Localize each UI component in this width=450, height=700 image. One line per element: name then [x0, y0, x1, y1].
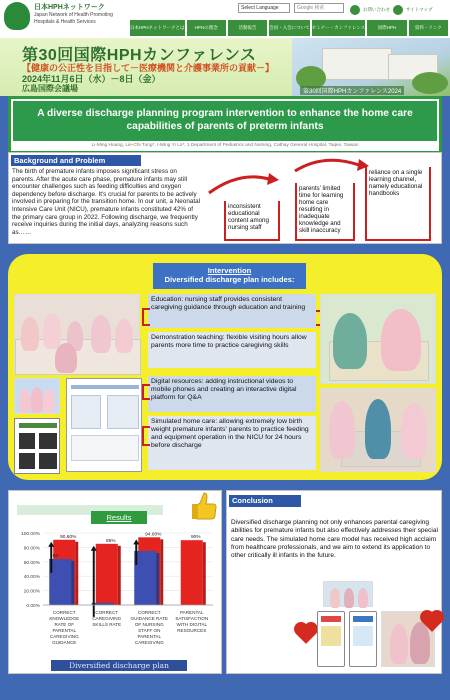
- person-shape: [21, 317, 39, 351]
- x-tick-label: SATISFACTION: [175, 616, 209, 621]
- phone-screenshot: [349, 611, 377, 667]
- x-tick-label: WITH DIGITAL: [176, 622, 208, 627]
- nav-item-membership[interactable]: 会員・入会について: [269, 20, 309, 36]
- background-text: The birth of premature infants imposes significant stress on parents. After the acute care phase, premature infants may still encounter challenges such as feeding difficulties and oxygen dependency before discharge. It's crucial for parents to be actively involved in preparing for the transition home. In our unit, a Neonatal Intensive Care Unit (NICU), premature infants constituted 42% of the primary care group in 2022. Following discharge, we frequently receive inquiries during the initial days, analyzing reasons such as……: [12, 168, 200, 236]
- x-tick-label: RATE OF: [54, 622, 75, 627]
- person-shape: [329, 401, 355, 459]
- data-label: 94.00%: [145, 532, 162, 538]
- nav-item-seminars[interactable]: セミナー・カンファレンス: [312, 20, 366, 36]
- conclusion-section: [226, 490, 442, 674]
- results-heading: Results: [91, 511, 147, 524]
- qr-code-icon: [39, 433, 57, 449]
- intervention-education: Education: nursing staff provides consistent caregiving guidance through education and training: [148, 294, 316, 328]
- person-shape: [333, 313, 367, 369]
- bar-after: [181, 540, 203, 605]
- x-tick-label: PARENTAL: [52, 628, 77, 633]
- building-caption: 第30回国際HPHカンファレンス2024: [300, 86, 404, 95]
- logo-line3: Hospitals & Health Services: [34, 19, 96, 25]
- heart-icon: [296, 624, 316, 644]
- award-photo: [323, 581, 373, 607]
- search-input[interactable]: Google 検索: [294, 3, 344, 13]
- x-tick-label: CAREGIVING: [134, 640, 164, 645]
- digital-platform-screenshot: [66, 378, 142, 472]
- y-tick-label: 80.00%: [23, 546, 40, 552]
- logo-line1: 日本HPHネットワーク: [34, 4, 105, 11]
- person-shape: [55, 343, 77, 373]
- bar-before: [134, 551, 156, 605]
- x-tick-label: CAREGIVING: [49, 634, 79, 639]
- problem-step-2: parents' limited time for learning home care resulting in inadequate knowledge and skill inaccuracy: [295, 183, 355, 241]
- red-bracket: [142, 384, 150, 400]
- nav-item-about[interactable]: 日本HPHネットワークとは: [130, 20, 185, 36]
- person-shape: [365, 399, 391, 459]
- nav-item-philosophy[interactable]: HPHの理念: [187, 20, 226, 36]
- person-shape: [381, 309, 421, 371]
- screen-card: [71, 395, 101, 429]
- conference-venue: 広島国際会議場: [22, 84, 78, 93]
- nav-item-resources[interactable]: 資料・リンク: [409, 20, 448, 36]
- y-tick-label: 20.00%: [23, 589, 40, 595]
- problem-step-1: inconsistent educational content among nursing staff: [224, 201, 280, 241]
- results-bar-chart: [9, 525, 223, 659]
- person-shape: [401, 403, 427, 459]
- poster-authors: Li-Ming Huang, Lie-Chi Tung*, I-Ming Yi Lo*, 1 Department of Pediatrics and Nursing, Cathay General Hospital, Taipei, Taiwan: [91, 143, 359, 148]
- x-tick-label: CORRECT: [95, 610, 119, 615]
- person-shape: [31, 387, 43, 413]
- x-tick-label: GUIDANCE RATE: [130, 616, 168, 621]
- x-tick-label: STAFF ON: [138, 628, 161, 633]
- person-shape: [390, 624, 408, 664]
- data-label: 85%: [105, 538, 116, 544]
- sitemap-link[interactable]: サイトマップ: [406, 7, 433, 12]
- bar-side: [203, 542, 206, 605]
- intervention-title: Intervention: [207, 266, 252, 275]
- bar-side: [71, 561, 74, 605]
- digital-resource-poster: [14, 418, 60, 474]
- bar-side: [156, 553, 159, 605]
- intervention-subtitle: Diversified discharge plan includes:: [164, 275, 295, 284]
- x-tick-label: SKILLS RATE: [92, 622, 122, 627]
- curved-arrow-2: [295, 160, 359, 171]
- phone-screenshot: [317, 611, 345, 667]
- site-header: [0, 0, 450, 38]
- data-label: 90.60%: [60, 534, 77, 540]
- person-shape: [330, 588, 340, 608]
- y-tick-label: 60.00%: [23, 560, 40, 566]
- data-label: 90%: [190, 535, 201, 541]
- y-tick-label: 0.00%: [26, 604, 40, 609]
- conference-title: 第30回国際HPHカンファレンス: [22, 47, 257, 64]
- results-section: [8, 490, 222, 674]
- screen-panel: [71, 435, 139, 461]
- y-tick-label: 100.00%: [21, 532, 40, 537]
- nav-item-activities[interactable]: 活動報告: [228, 20, 267, 36]
- person-shape: [43, 313, 61, 349]
- screen-header: [71, 385, 139, 389]
- x-tick-label: CORRECT: [137, 610, 161, 615]
- person-shape: [410, 622, 430, 664]
- background-section: [8, 152, 442, 244]
- intervention-simulated: Simulated home care: allowing extremely low birth weight premature infants' parents to practice feeding and equipment operation in the NICU for 24 hours before discharge: [148, 416, 316, 470]
- red-bracket: [142, 426, 150, 446]
- logo-line2: Japan Network of Health Promoting: [34, 12, 113, 18]
- red-bracket: [142, 308, 150, 326]
- sitemap-icon[interactable]: [393, 5, 403, 15]
- chart-caption: Diversified discharge plan: [51, 660, 187, 671]
- y-tick-label: 40.00%: [23, 575, 40, 581]
- x-tick-label: OF NURSING: [134, 622, 164, 627]
- curved-arrow-1: [209, 177, 269, 193]
- person-shape: [91, 315, 111, 353]
- problem-step-3: reliance on a single learning channel, namely educational handbooks: [365, 167, 431, 241]
- x-tick-label: CAREGIVING: [92, 616, 122, 621]
- bar-side: [75, 542, 78, 605]
- conference-banner: [0, 38, 450, 96]
- conference-date: 2024年11月6日（水）－8日（金）: [22, 74, 161, 84]
- phone-content: [321, 626, 341, 646]
- poster-title: A diverse discharge planning program intervention to enhance the home care capabilities of parents of preterm infants: [13, 101, 437, 141]
- poster-title-block: [8, 96, 442, 154]
- thumbs-up-icon: [191, 491, 217, 521]
- x-tick-label: PARENTAL: [179, 610, 204, 615]
- person-shape: [344, 588, 354, 608]
- mail-icon[interactable]: [350, 5, 360, 15]
- phone-content: [353, 626, 373, 646]
- x-tick-label: RESOURCES: [177, 628, 207, 633]
- simulated-care-photo: [320, 388, 436, 472]
- intervention-section: [8, 254, 442, 480]
- x-tick-label: GUIDANCE: [52, 640, 77, 645]
- hph-logo-icon: [4, 2, 30, 30]
- building-block: [322, 48, 392, 80]
- person-shape: [115, 319, 133, 353]
- person-shape: [43, 389, 55, 413]
- phone-header: [353, 616, 373, 622]
- bar-side: [118, 546, 121, 605]
- conclusion-photo-collage: [293, 581, 439, 671]
- conclusion-heading: Conclusion: [229, 495, 301, 507]
- background-heading: Background and Problem: [11, 155, 141, 166]
- bar-side: [160, 539, 163, 605]
- intervention-heading: [153, 263, 306, 289]
- poster-header-bar: [19, 423, 57, 428]
- intervention-digital: Digital resources: adding instructional videos to mobile phones and creating an interactive digital platform for Q&A: [148, 376, 316, 412]
- intervention-demonstration: Demonstration teaching: flexible visiting hours allow parents more time to practice caregiving skills: [148, 332, 316, 368]
- staff-group-photo: [14, 378, 60, 414]
- bar-before: [49, 559, 71, 605]
- person-shape: [358, 588, 368, 608]
- nav-item-international[interactable]: 国際HPH: [367, 20, 406, 36]
- conference-subtitle: 【健康の公正性を目指して－医療機関と介護事業所の貢献－】: [22, 63, 275, 73]
- contact-link[interactable]: お問い合わせ: [363, 7, 390, 12]
- qr-code-icon: [39, 453, 57, 469]
- arrow-head-1: [267, 173, 279, 185]
- qr-code-icon: [19, 453, 35, 469]
- conclusion-text: Diversified discharge planning not only enhances parental caregiving abilities for premature infants but also effectively addresses their special care needs. The simulated home care model has received high acclaim from healthcare professionals, and we aim to extend its application to other critically ill infants in the future.: [231, 519, 438, 560]
- language-select[interactable]: Select Language: [238, 3, 290, 13]
- tree-shape: [412, 72, 448, 94]
- bar-after: [96, 544, 118, 605]
- site-logo[interactable]: [4, 2, 124, 34]
- main-nav: [130, 20, 448, 36]
- x-tick-label: CORRECT: [52, 610, 76, 615]
- data-label: 64: [52, 553, 58, 559]
- header-links: [350, 3, 446, 17]
- person-shape: [19, 389, 31, 413]
- education-class-photo: [14, 294, 140, 374]
- x-tick-label: KNOWLEDGE: [49, 616, 80, 621]
- phone-header: [321, 616, 341, 622]
- demonstration-photo: [320, 294, 436, 384]
- qr-code-icon: [19, 433, 35, 449]
- x-tick-label: PARENTAL: [137, 634, 162, 639]
- screen-card: [107, 395, 139, 429]
